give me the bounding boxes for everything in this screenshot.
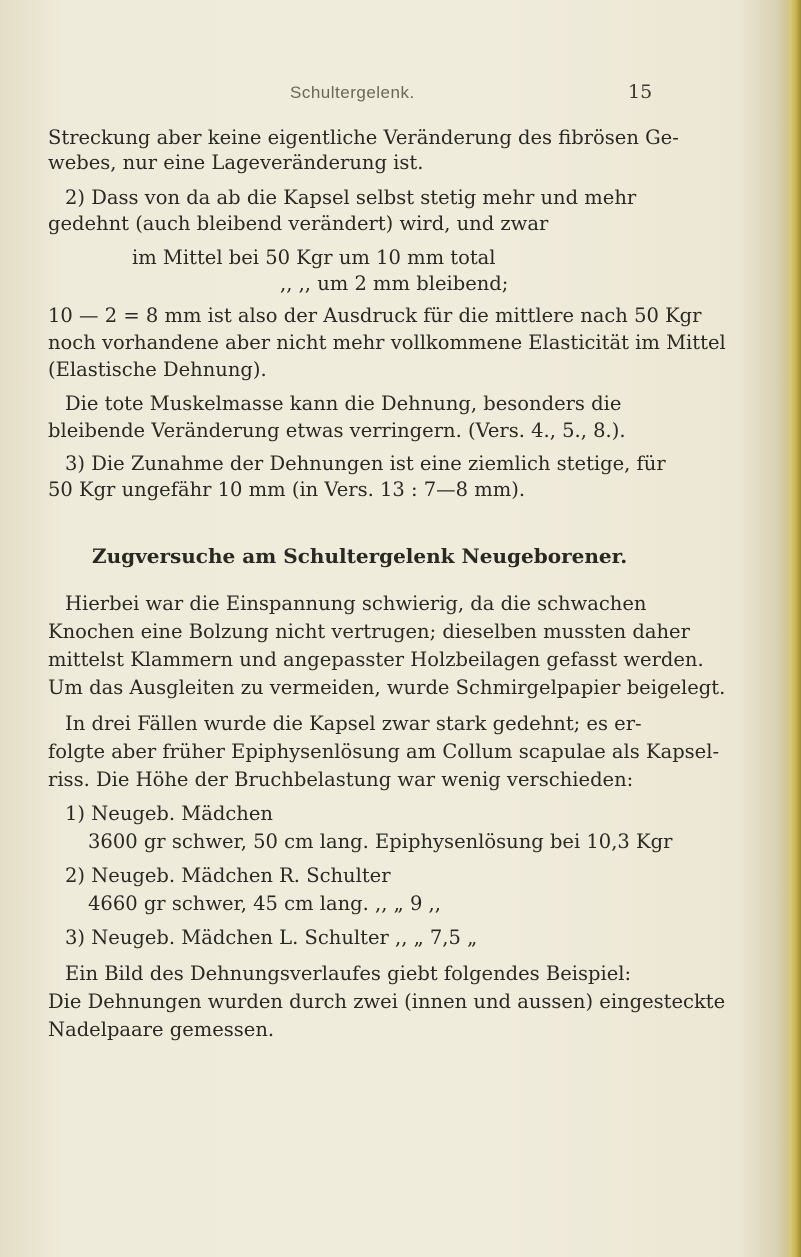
text-line: webes, nur eine Lageveränderung ist. (48, 151, 424, 174)
text-line: Nadelpaare gemessen. (48, 1018, 275, 1041)
text-line: In drei Fällen wurde die Kapsel zwar stark gedehnt; es er- (65, 712, 642, 735)
text-line: 3600 gr schwer, 50 cm lang. Epiphysenlösung bei 10,3 Kgr (88, 830, 673, 853)
page-header (0, 83, 801, 107)
text-line: Die tote Muskelmasse kann die Dehnung, besonders die (65, 392, 622, 415)
text-line: 10 — 2 = 8 mm ist also der Ausdruck für die mittlere nach 50 Kgr (48, 304, 702, 327)
page-number: 15 (628, 81, 653, 103)
text-line: 4660 gr schwer, 45 cm lang. ,, „ 9 ,, (88, 892, 441, 915)
text-line: Hierbei war die Einspannung schwierig, da die schwachen (65, 592, 647, 615)
text-line: 3) Die Zunahme der Dehnungen ist eine ziemlich stetige, für (65, 452, 666, 475)
text-line: ,, ,, um 2 mm bleibend; (280, 272, 509, 295)
page-edge (789, 0, 801, 1257)
section-heading: Zugversuche am Schultergelenk Neugeborener. (92, 544, 628, 568)
text-line: 1) Neugeb. Mädchen (65, 802, 273, 825)
text-line: Streckung aber keine eigentliche Veränderung des fibrösen Ge- (48, 126, 679, 149)
text-line: 2) Dass von da ab die Kapsel selbst stetig mehr und mehr (65, 186, 637, 209)
text-line: Die Dehnungen wurden durch zwei (innen und aussen) eingesteckte (48, 990, 726, 1013)
text-line: riss. Die Höhe der Bruchbelastung war wenig verschieden: (48, 768, 634, 791)
text-line: 3) Neugeb. Mädchen L. Schulter ,, „ 7,5 „ (65, 926, 478, 949)
text-line: gedehnt (auch bleibend verändert) wird, und zwar (48, 212, 549, 235)
text-line: (Elastische Dehnung). (48, 358, 267, 381)
text-line: im Mittel bei 50 Kgr um 10 mm total (132, 246, 496, 269)
text-line: noch vorhandene aber nicht mehr vollkommene Elasticität im Mittel (48, 331, 726, 354)
text-line: mittelst Klammern und angepasster Holzbeilagen gefasst werden. (48, 648, 704, 671)
running-head: Schultergelenk. (290, 83, 415, 102)
text-line: 50 Kgr ungefähr 10 mm (in Vers. 13 : 7—8 mm). (48, 478, 526, 501)
text-line: bleibende Veränderung etwas verringern. (Vers. 4., 5., 8.). (48, 419, 626, 442)
text-line: Um das Ausgleiten zu vermeiden, wurde Schmirgelpapier beigelegt. (48, 676, 726, 699)
text-line: Knochen eine Bolzung nicht vertrugen; dieselben mussten daher (48, 620, 690, 643)
text-line: Ein Bild des Dehnungsverlaufes giebt folgendes Beispiel: (65, 962, 632, 985)
text-line: folgte aber früher Epiphysenlösung am Collum scapulae als Kapsel- (48, 740, 720, 763)
text-line: 2) Neugeb. Mädchen R. Schulter (65, 864, 391, 887)
